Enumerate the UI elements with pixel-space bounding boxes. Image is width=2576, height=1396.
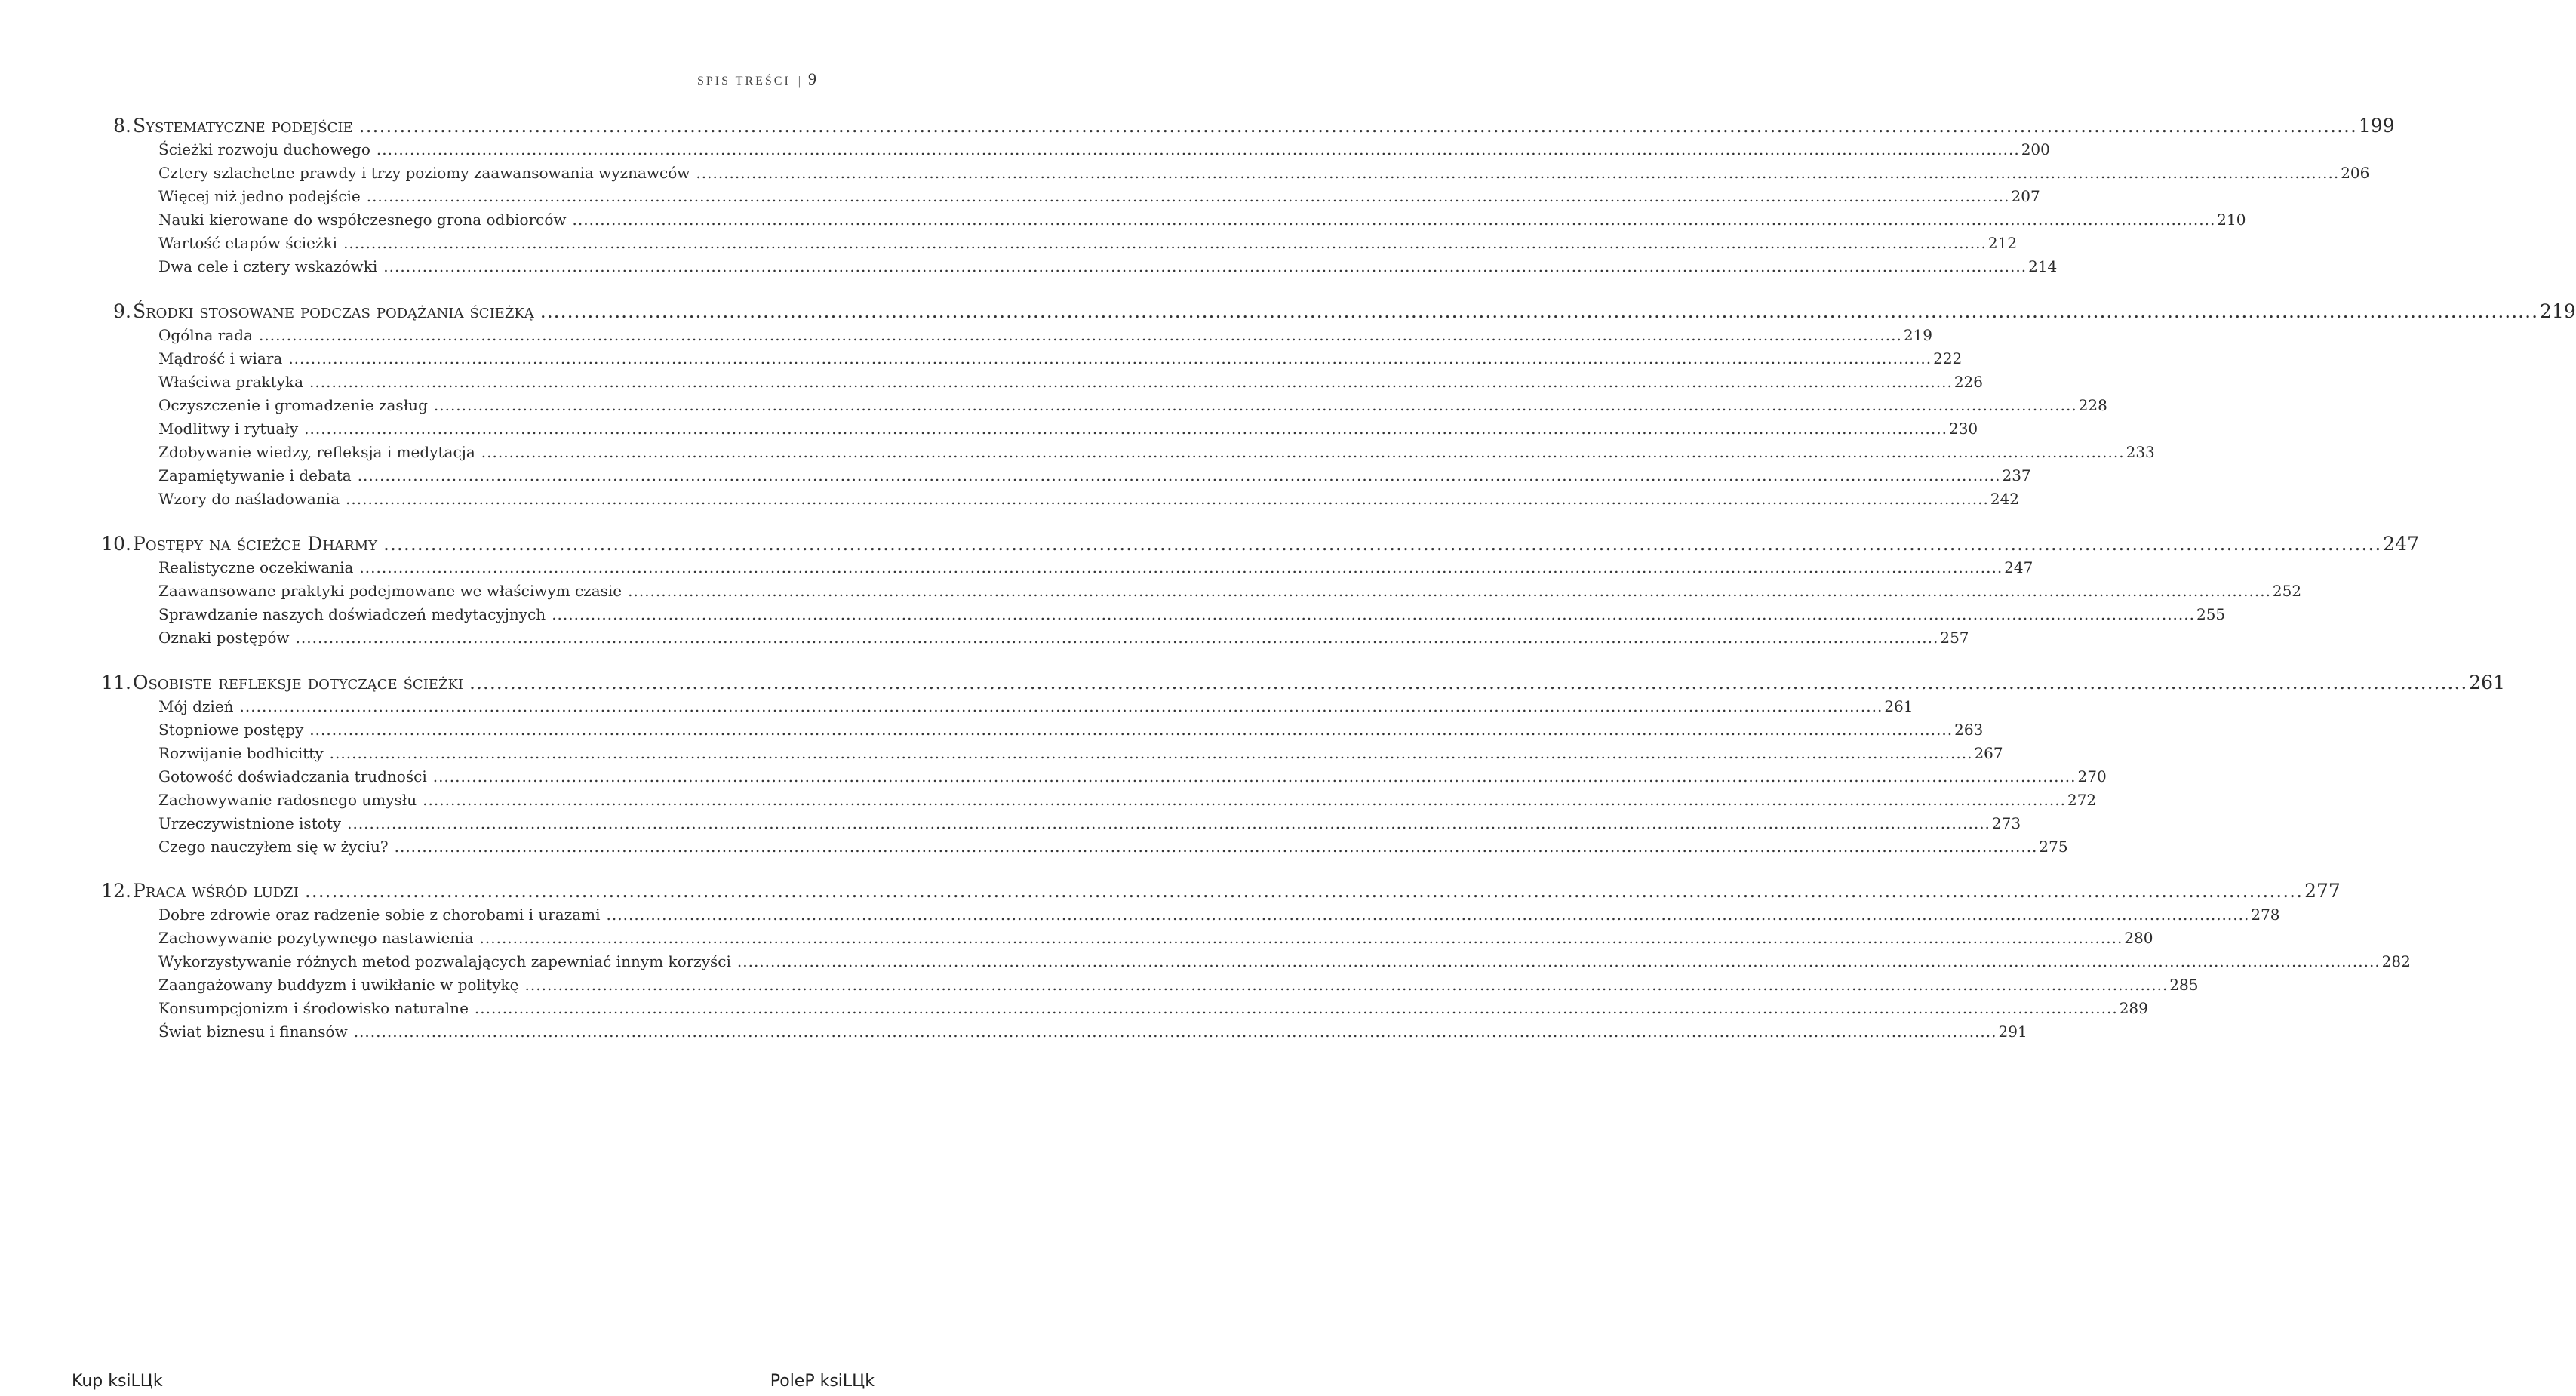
section-title: Zaangażowany buddyzm i uwikłanie w politykę <box>158 976 519 994</box>
section-title: Urzeczywistnione istoty <box>158 814 342 832</box>
dot-leader <box>359 115 2357 137</box>
toc-section-entry[interactable] <box>158 443 2155 461</box>
toc-section-entry[interactable] <box>158 140 2050 158</box>
toc-section-entry[interactable] <box>158 490 2020 508</box>
toc-section-entry[interactable] <box>158 929 2153 947</box>
section-title: Zachowywanie radosnego umysłu <box>158 791 417 809</box>
section-title: Czego nauczyłem się w życiu? <box>158 838 389 856</box>
chapter-title: Praca wśród ludzi <box>133 880 299 902</box>
toc-section-entry[interactable] <box>158 211 2246 229</box>
dot-leader <box>480 929 2123 947</box>
toc-section-entry[interactable] <box>158 721 1984 739</box>
dot-leader <box>347 814 1990 832</box>
section-page-number: 278 <box>2251 906 2280 924</box>
section-title: Mój dzień <box>158 697 234 715</box>
dot-leader <box>346 490 1989 508</box>
section-title: Konsumpcjonizm i środowisko naturalne <box>158 999 469 1017</box>
section-page-number: 257 <box>1940 629 1969 647</box>
section-title: Ścieżki rozwoju duchowego <box>158 140 370 158</box>
section-title: Świat biznesu i finansów <box>158 1022 348 1041</box>
section-title: Wzory do naśladowania <box>158 490 340 508</box>
chapter-title: Systematyczne podejście <box>133 115 353 137</box>
dot-leader <box>330 744 1973 762</box>
chapter-title: Środki stosowane podczas podążania ścieżką <box>133 300 534 322</box>
section-page-number: 252 <box>2272 582 2302 600</box>
section-title: Stopniowe postępy <box>158 721 304 739</box>
dot-leader <box>354 1022 1997 1041</box>
section-page-number: 242 <box>1990 490 2020 508</box>
chapter-page-number: 277 <box>2304 880 2341 902</box>
footer-recommend-book-link[interactable]: PoleP ksiLЦk <box>770 1372 875 1391</box>
section-page-number: 210 <box>2217 211 2246 229</box>
section-page-number: 282 <box>2381 952 2411 970</box>
chapter-page-number: 261 <box>2469 672 2505 693</box>
section-title: Właściwa praktyka <box>158 373 304 391</box>
chapter-page-number: 247 <box>2383 533 2419 555</box>
section-title: Wykorzystywanie różnych metod pozwalających zapewniać innym korzyści <box>158 952 731 970</box>
toc-section-entry[interactable] <box>158 187 2040 205</box>
section-title: Cztery szlachetne prawdy i trzy poziomy zaawansowania wyznawców <box>158 164 690 182</box>
dot-leader <box>552 605 2195 623</box>
chapter-page-number: 219 <box>2540 300 2576 322</box>
section-page-number: 212 <box>1987 234 2018 252</box>
section-page-number: 222 <box>1933 349 1963 367</box>
section-title: Zdobywanie wiedzy, refleksja i medytacja <box>158 443 475 461</box>
toc-section-entry[interactable] <box>158 234 2018 252</box>
chapter-number: 11. <box>101 672 131 693</box>
dot-leader <box>696 164 2339 182</box>
dot-leader <box>607 906 2250 924</box>
dot-leader <box>433 767 2076 786</box>
section-title: Realistyczne oczekiwania <box>158 558 354 577</box>
chapter-title: Postępy na ścieżce Dharmy <box>133 533 378 555</box>
dot-leader <box>383 257 2027 275</box>
section-page-number: 261 <box>1884 697 1914 715</box>
dot-leader <box>573 211 2216 229</box>
toc-section-entry[interactable] <box>158 326 1932 344</box>
toc-chapter-entry[interactable] <box>113 300 2576 322</box>
toc-section-entry[interactable] <box>158 396 2107 414</box>
running-head <box>697 69 816 89</box>
dot-leader <box>309 721 1953 739</box>
section-page-number: 270 <box>2077 767 2107 786</box>
dot-leader <box>377 140 2020 158</box>
section-title: Dobre zdrowie oraz radzenie sobie z chorobami i urazami <box>158 906 601 924</box>
toc-section-entry[interactable] <box>158 999 2148 1017</box>
toc-section-entry[interactable] <box>158 629 1969 647</box>
running-head-label: SPIS TREŚCI <box>696 75 791 88</box>
toc-section-entry[interactable] <box>158 164 2370 182</box>
section-title: Mądrość i wiara <box>158 349 283 367</box>
section-page-number: 214 <box>2028 257 2058 275</box>
dot-leader <box>305 880 2303 902</box>
dot-leader <box>383 533 2381 555</box>
dot-leader <box>240 697 1883 715</box>
toc-section-entry[interactable] <box>158 814 2021 832</box>
section-title: Zapamiętywanie i debata <box>158 466 352 484</box>
section-page-number: 230 <box>1948 420 1978 438</box>
toc-section-entry[interactable] <box>158 744 2003 762</box>
toc-section-entry[interactable] <box>158 373 1983 391</box>
dot-leader <box>423 791 2066 809</box>
toc-section-entry[interactable] <box>158 976 2199 994</box>
section-page-number: 291 <box>1998 1022 2027 1041</box>
section-page-number: 273 <box>1991 814 2021 832</box>
dot-leader <box>359 558 2003 577</box>
section-title: Dwa cele i cztery wskazówki <box>158 257 378 275</box>
toc-section-entry[interactable] <box>158 906 2280 924</box>
chapter-title: Osobiste refleksje dotyczące ścieżki <box>133 672 464 693</box>
section-title: Oczyszczenie i gromadzenie zasług <box>158 396 428 414</box>
dot-leader <box>628 582 2271 600</box>
dot-leader <box>525 976 2169 994</box>
toc-section-entry[interactable] <box>158 582 2302 600</box>
section-page-number: 275 <box>2039 838 2068 856</box>
section-page-number: 226 <box>1954 373 1983 391</box>
chapter-number: 10. <box>101 533 131 555</box>
toc-section-entry[interactable] <box>158 952 2411 970</box>
section-title: Ogólna rada <box>158 326 254 344</box>
dot-leader <box>309 373 1953 391</box>
section-title: Zaawansowane praktyki podejmowane we właściwym czasie <box>158 582 622 600</box>
chapter-number: 8. <box>113 115 131 137</box>
section-page-number: 285 <box>2169 976 2199 994</box>
section-page-number: 237 <box>2002 466 2031 484</box>
toc-chapter-entry[interactable] <box>101 672 2505 693</box>
toc-section-entry[interactable] <box>158 558 2033 577</box>
toc-section-entry[interactable] <box>158 349 1963 367</box>
section-page-number: 207 <box>2011 187 2040 205</box>
section-title: Sprawdzanie naszych doświadczeń medytacyjnych <box>158 605 546 623</box>
toc-section-entry[interactable] <box>158 257 2058 275</box>
toc-chapter-entry[interactable] <box>113 115 2395 137</box>
section-page-number: 267 <box>1974 744 2003 762</box>
section-title: Gotowość doświadczania trudności <box>158 767 427 786</box>
dot-leader <box>395 838 2038 856</box>
chapter-number: 9. <box>113 300 131 322</box>
dot-leader <box>288 349 1932 367</box>
toc-section-entry[interactable] <box>158 697 1914 715</box>
dot-leader <box>469 672 2467 693</box>
chapter-number: 12. <box>101 880 131 902</box>
toc-section-entry[interactable] <box>158 605 2226 623</box>
section-page-number: 200 <box>2021 140 2050 158</box>
section-page-number: 228 <box>2078 396 2107 414</box>
section-page-number: 219 <box>1903 326 1932 344</box>
dot-leader <box>475 999 2118 1017</box>
section-page-number: 206 <box>2341 164 2370 182</box>
toc-chapter-entry[interactable] <box>101 533 2419 555</box>
section-page-number: 247 <box>2004 558 2033 577</box>
section-title: Nauki kierowane do współczesnego grona odbiorców <box>158 211 567 229</box>
section-title: Rozwijanie bodhicitty <box>158 744 324 762</box>
toc-section-entry[interactable] <box>158 1022 2027 1041</box>
dot-leader <box>343 234 1987 252</box>
dot-leader <box>367 187 2010 205</box>
chapter-page-number: 199 <box>2358 115 2395 137</box>
running-head-separator: | <box>798 75 801 88</box>
toc-section-entry[interactable] <box>158 767 2107 786</box>
section-title: Modlitwy i rytuały <box>158 420 299 438</box>
dot-leader <box>540 300 2538 322</box>
toc-section-entry[interactable] <box>158 466 2031 484</box>
dot-leader <box>296 629 1939 647</box>
dot-leader <box>737 952 2381 970</box>
section-page-number: 255 <box>2196 605 2226 623</box>
section-page-number: 280 <box>2124 929 2153 947</box>
section-page-number: 233 <box>2126 443 2155 461</box>
section-page-number: 289 <box>2119 999 2148 1017</box>
toc-section-entry[interactable] <box>158 838 2068 856</box>
dot-leader <box>259 326 1902 344</box>
section-page-number: 272 <box>2067 791 2097 809</box>
toc-chapter-entry[interactable] <box>101 880 2341 902</box>
footer-buy-book-link[interactable]: Kup ksiLЦk <box>72 1372 163 1391</box>
toc-section-entry[interactable] <box>158 791 2097 809</box>
section-page-number: 263 <box>1954 721 1984 739</box>
section-title: Oznaki postępów <box>158 629 290 647</box>
section-title: Zachowywanie pozytywnego nastawienia <box>158 929 474 947</box>
section-title: Wartość etapów ścieżki <box>158 234 338 252</box>
page-number: 9 <box>808 69 816 88</box>
dot-leader <box>481 443 2125 461</box>
dot-leader <box>304 420 1947 438</box>
dot-leader <box>434 396 2077 414</box>
dot-leader <box>358 466 2001 484</box>
toc-section-entry[interactable] <box>158 420 1978 438</box>
section-title: Więcej niż jedno podejście <box>158 187 361 205</box>
